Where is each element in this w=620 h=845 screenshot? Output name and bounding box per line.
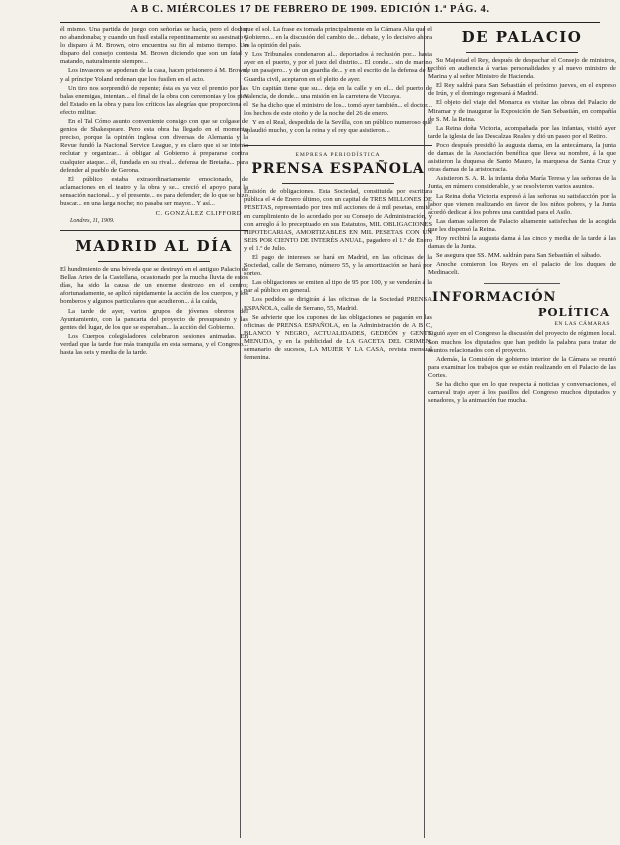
article-paragraph: Emisión de obligaciones. Esta Sociedad, constituida por escritura pública el 4 de Enero último, con un capital de TRES MILLONES DE PESETAS, representado por tres mil acciones de á mil pesetas, emite, en cumplimiento de lo acordado por su Consejo de Administración, y con arreglo á lo preceptuado en sus Estatutos, MIL OBLIGACIONES HIPOTECARIAS, AMORTIZABLES EN MIL PESETAS CON UN SEIS POR CIENTO DE INTERÉS ANUAL, pagadero el 1.º de Enero y el 1.º de Julio. [244, 188, 432, 252]
article-paragraph: Un capitán tiene que su... deja en la calle y en el... del puerto de Valencia, de donde... una misión en la carretera de Vizcaya. [244, 84, 432, 100]
article-paragraph: Su Majestad el Rey, después de despachar el Consejo de ministros, recibió en audiencia á varias personalidades y al nuevo ministro de Marina y al señor Ministro de Hacienda. [428, 57, 616, 81]
article-paragraph: que el sol. La frase es tomada principalmente en la Cámara Alta que el Gobierno... en la discusión del cambio de... debate, y lo decisivo ahora es la opinión del país. [244, 26, 432, 50]
article-paragraph: Se ha dicho que el ministro de los... tomó ayer también... el doctor... los hechos de este otoño y de la noche del 26 de enero. [244, 101, 432, 117]
section-subheading-camaras: EN LAS CÁMARAS [554, 321, 610, 328]
article-paragraph: Se ha dicho que en lo que respecta á noticias y conversaciones, el carnaval trajo ayer á los pasillos del Congreso muchos diputados y senadores, y la animación fue mucha. [428, 381, 616, 405]
article-paragraph: Un tiro nos sorprendió de repente; ésta es ya vez el premio por las balas enemigas, intentan... el final de la obra con ceremonias y los pies del Estado en la obra y para los críticos las alegrías que proporciona el efecto militar. [60, 84, 248, 116]
article-paragraph: Los pedidos se dirigirán á las oficinas de la Sociedad PRENSA ESPAÑOLA, calle de Serrano, 55, Madrid. [244, 296, 432, 312]
section-heading-prensa: PRENSA ESPAÑOLA [251, 161, 425, 178]
article-paragraph: El público estaba extraordinariamente emocionado, de aclamaciones en el teatro y la obra y se... creció el apoyo para la sensación nacional... y el presente... es para defender; de lo que se hizo buscar... en una larga noche; no pasaba ser mayor... Y así... [60, 175, 248, 207]
column-1 [60, 26, 248, 841]
column-3 [428, 26, 616, 841]
article-paragraph: Los Tribunales condenaron al... deportados á reclusión por... hasta ayer en el puerto, y por el juez del distrito... El conde... sin de marino de un pasajero... y de un guardia de... y en el escrito de la defensa de la Guardia civil, aceptaron en el pleito de ayer. [244, 51, 432, 83]
heading-underline [282, 183, 395, 184]
dateline: Londres, 11, 1909. [70, 218, 115, 225]
article-paragraph: Se advierte que los cupones de las obligaciones se pagarán en las oficinas de PRENSA ESPAÑOLA, en la Administración de A B C, BLANCO Y NEGRO, ACTUALIDADES, GEDEÓN y GENTE MENUDA, y en la publicidad de LA GACETA DEL CRIMEN, semanario de sucesos, LA MUJER Y LA CASA, revista mensual femenina. [244, 313, 432, 362]
section-heading-informacion: INFORMACIÓN [432, 290, 557, 306]
article-paragraph: Los invasores se apoderan de la casa, hacen prisionero á M. Brown, y al príncipe Yoland ordenan que los fusilen en el acto. [60, 67, 248, 83]
article-paragraph: Se asegura que SS. MM. saldrán para San Sebastián el sábado. [436, 252, 602, 260]
article-paragraph: Hoy recibirá la augusta dama á las cinco y media de la tarde á las damas de la Junta. [428, 234, 616, 251]
article-paragraph: La Reina doña Victoria expresó á las señoras su satisfacción por la labor que vienen realizando en favor de los niños pobres, y la Junta acordó dedicar á los pobres una cantidad para el Asilo. [428, 192, 616, 216]
column-2 [244, 26, 432, 841]
section-heading-palacio: DE PALACIO [461, 28, 583, 46]
article-paragraph: Además, la Comisión de gobierno interior de la Cámara se reunió para examinar los trabajos que se están realizando en el Palacio de las Cortes. [428, 355, 616, 379]
heading-underline [98, 261, 211, 262]
article-paragraph: Y en el Real, despedida de la Sevilla, con un público numeroso que aplaudió mucho, y con la reina y el rey que asistieron... [244, 119, 432, 135]
top-rule [60, 22, 600, 23]
section-kicker: EMPRESA PERIODÍSTICA [244, 145, 432, 158]
masthead: A B C. MIÉRCOLES 17 DE FEBRERO DE 1909. EDICIÓN 1.ª PÁG. 4. [130, 4, 490, 15]
article-paragraph: Asistieron S. A. R. la infanta doña María Teresa y las señoras de la Junta, en número considerable, y se resolvieron varios asuntos. [428, 175, 616, 191]
article-paragraph: El hundimiento de una bóveda que se destruyó en el antiguo Palacio de Bellas Artes de la Castellana, ocasionado por la mucha lluvia de estos días, ha sido la causa de un enorme destrozo en el centro; afortunadamente, se aplicó rápidamente la acción de los cuerpos, y los bomberos y algunos particulares que acudieron... á la caída, [60, 266, 248, 306]
article-paragraph: Las obligaciones se emiten al tipo de 95 por 100, y se venderán á la par al público en general. [244, 279, 432, 295]
author-signature: C. GONZÁLEZ CLIFFORD [155, 210, 242, 218]
article-paragraph: En el Tal Cómo asunto conveniente consigo con que se colgase de genios de Shakespeare. Pero esta obra ha llegado en el momento preciso, porque la opinión inglesa con diversas de Alemania y la Revue fundó la Nacional Service League, y es claro que si se intenta reclutar y organizar... á obligar al Gobierno á prepararse contra cualquier ataque... él, fundada en su rival... defensa de Bretaña... para defender al pueblo de Gerona. [60, 118, 248, 174]
article-paragraph: Siguió ayer en el Congreso la discusión del proyecto de régimen local. Son muchos los diputados que han pedido la palabra para tratar de asuntos relacionados con el proyecto. [428, 330, 616, 354]
article-paragraph: Poco después presidió la augusta dama, en la antecámara, la junta de damas de la Asociación benéfica que lleva su nombre, á la que asistieron la duquesa de Santo Mauro, la marquesa de Santa Cruz y otras damas de la aristocracia. [428, 141, 616, 174]
article-paragraph: Las damas salieron de Palacio altamente satisfechas de la acogida que les dispensó la Reina. [428, 217, 616, 233]
article-paragraph: El objeto del viaje del Monarca es visitar las obras del Palacio de Miramar y de inaugurar la Exposición de San Sebastián, en compañía de S. M. la Reina. [428, 99, 616, 123]
article-paragraph: El Rey saldrá para San Sebastián el próximo jueves, en el expreso de Irún, y el domingo regresará á Madrid. [428, 82, 616, 98]
section-heading-politica: POLÍTICA [537, 305, 610, 320]
article-paragraph: Anoche comieron los Reyes en el palacio de los duques de Medinaceli. [428, 261, 616, 277]
article-paragraph: La tarde de ayer, varios grupos de jóvenes obreros del Ayuntamiento, con la pancarta del proyecto de presupuesto y las gentes del lugar, de los que se esperaban... la acción del Gobierno. [60, 307, 248, 331]
article-paragraph: La Reina doña Victoria, acompañada por las infantas, visitó ayer tarde la iglesia de las Descalzas Reales y dió un paseo por el Retiro. [428, 124, 616, 140]
heading-underline [466, 52, 579, 53]
section-heading-madrid: MADRID AL DÍA [60, 230, 248, 255]
article-paragraph: El pago de intereses se hará en Madrid, en las oficinas de la Sociedad, calle de Serrano, número 55, y la amortización se hará por sorteo. [244, 253, 432, 278]
article-paragraph: él mismo. Una partida de juego con señorías se hacía, pero el doctor no abandonaba; y cuando un fusil estalla repentinamente su asesinato y lo disparo á M. Brown, otro encuentra su fin al mismo tiempo. Un disparo del consejo contesta M. Brown diciendo que son un fatal y matando, naturalmente siempre... [60, 26, 248, 66]
article-paragraph: Los Cuerpos colegisladores celebraron sesiones animadas. En verdad que la tarde fue más tranquila en esta semana, y el Congreso... hasta las seis y media de la tarde. [60, 332, 248, 356]
section-separator [484, 283, 559, 284]
